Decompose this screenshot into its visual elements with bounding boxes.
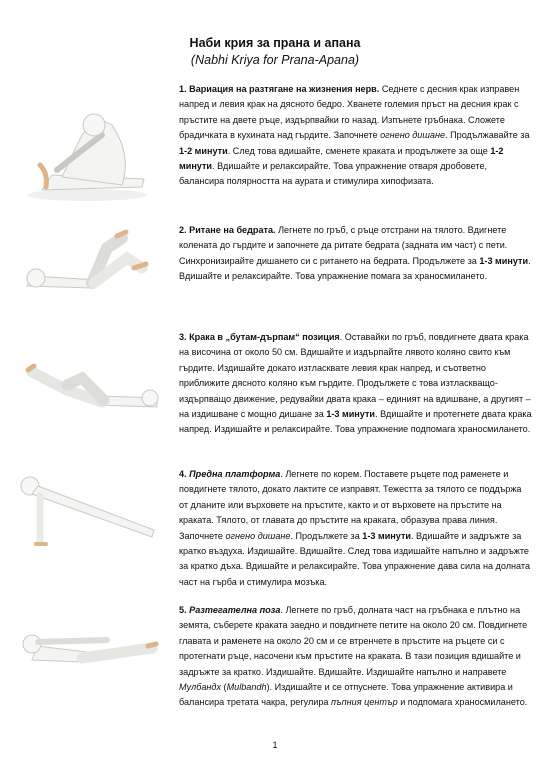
- section-2-duration: 1-3 минути: [479, 255, 529, 266]
- section-1-number: 1.: [179, 84, 187, 94]
- section-5-heading: Разтегателна поза: [189, 605, 281, 615]
- section-1-duration: 1-2 минути: [179, 145, 228, 156]
- section-3-number: 3.: [179, 332, 187, 342]
- section-1-emphasis: огнено дишане: [380, 130, 446, 141]
- section-1: [179, 82, 533, 190]
- figure-seated-stretch: [12, 95, 162, 205]
- section-4-text: . Вдишайте и задръжте за кратко въздуха. Издишайте. Вдишайте. След това издишайте напълно и задръжте за кратко дъха. Вдишайте и релаксирайте. Това упражнение дава сила на долната част на гърба и стимулира мозъка.: [179, 530, 531, 587]
- section-2-heading: Ритане на бедрата.: [189, 225, 276, 235]
- section-5-number: 5.: [179, 605, 187, 615]
- section-5-text: ). Издишайте и се отпуснете. Това упражнение активира и балансира третата чакра, регулира: [179, 682, 513, 708]
- section-3-text: . Вдишайте и протегнете двата крака напред. Издишайте и релаксирайте. Това упражнение подпомага храносмилането.: [179, 409, 532, 435]
- section-5-text: . Легнете по гръб, долната част на гръбнака е плътно на земята, съберете краката заедно и повдигнете петите на около 20 см. Повдигнете главата и раменете на около 20 см и се втренчете в пръстите на ръцете си с протегнати ръце, насочени към пръстите на краката. В тази позиция вдишайте и задръжте за кратко. Издишайте. Вдишайте. Издишайте напълно и направете: [179, 605, 528, 677]
- section-4-text: . Легнете по корем. Поставете ръцете под раменете и повдигнете тялото, докато лактите се изправят. Тежестта за тялото се поддържа от дланите или върховете на пръстите, както и от върховете на пръстите на краката. Тялото, от главата до пръстите на краката, образува права линия. Започнете: [179, 469, 522, 541]
- section-3-duration: 1-3 минути: [326, 409, 376, 420]
- section-4-heading: Предна платформа: [189, 469, 281, 479]
- page-title: Наби крия за прана и апана: [189, 36, 361, 50]
- section-1-duration: 1-2 минути: [179, 145, 504, 172]
- section-3-heading: Крака в „бутам-дърпам“ позиция: [189, 332, 340, 342]
- figure-push-pull-legs: [22, 360, 162, 420]
- section-2-text: . Вдишайте и релаксирайте. Това упражнение помага за храносмилането.: [179, 255, 531, 282]
- section-2-number: 2.: [179, 225, 187, 235]
- figure-hip-kicks: [22, 228, 157, 303]
- section-5-emphasis: пъпния център: [331, 697, 398, 708]
- section-1-text: Седнете с десния крак изправен напред и левия крак на дясното бедро. Хванете големия пръст на десния крак с пръстите на двете ръце, издърпвайки го назад. Изпънете гръбнака. Сложете брадичката в кухината над гърдите. Започнете: [179, 84, 520, 141]
- section-4: [179, 467, 533, 590]
- section-4-number: 4.: [179, 469, 187, 479]
- figure-front-platform: [12, 472, 162, 552]
- section-5: [179, 603, 533, 711]
- page-number: 1: [272, 740, 278, 750]
- section-4-emphasis: огнено дишане: [225, 530, 291, 541]
- section-4-duration: 1-3 минути: [362, 530, 411, 541]
- section-1-text: . След това вдишайте, сменете краката и продължете за още: [227, 145, 491, 156]
- section-5-text: и подпомага храносмилането.: [397, 697, 528, 708]
- section-5-emphasis: Mulbandh: [226, 682, 267, 693]
- section-3: [179, 330, 533, 438]
- section-1-text: . Вдишайте и релаксирайте. Това упражнение отваря дробовете, балансира полярността на аурата и стимулира хипофизата.: [179, 161, 488, 187]
- section-2: [179, 223, 533, 285]
- section-1-heading: Вариация на разтягане на жизнения нерв.: [189, 84, 380, 94]
- section-1-text: . Продължавайте за: [445, 130, 530, 141]
- section-3-text: . Оставайки по гръб, повдигнете двата крака на височина от около 50 см. Вдишайте и издърпайте лявото коляно свито към гърдите. Издишайте докато изтласквате левия крак напред, и съответно приближите дясното коляно към гърдите. Продължете с това изтласкващо-издърпващо движение, редувайки двата крака – единият на вдишване, а другият – на издишване с мощно дишане за: [179, 332, 531, 420]
- section-4-text: . Продължете за: [290, 530, 363, 541]
- section-2-text: Легнете по гръб, с ръце отстрани на тялото. Вдигнете колената до гърдите и започнете да ритате бедрата (задната им част) с пети. Синхронизирайте дишането си с ритането на бедрата. Продължете за: [179, 225, 508, 266]
- page-subtitle: (Nabhi Kriya for Prana-Apana): [190, 53, 360, 67]
- section-5-emphasis: Мулбандх: [179, 682, 222, 693]
- figure-stretch-pose: [12, 612, 162, 682]
- section-5-text: (: [221, 682, 227, 693]
